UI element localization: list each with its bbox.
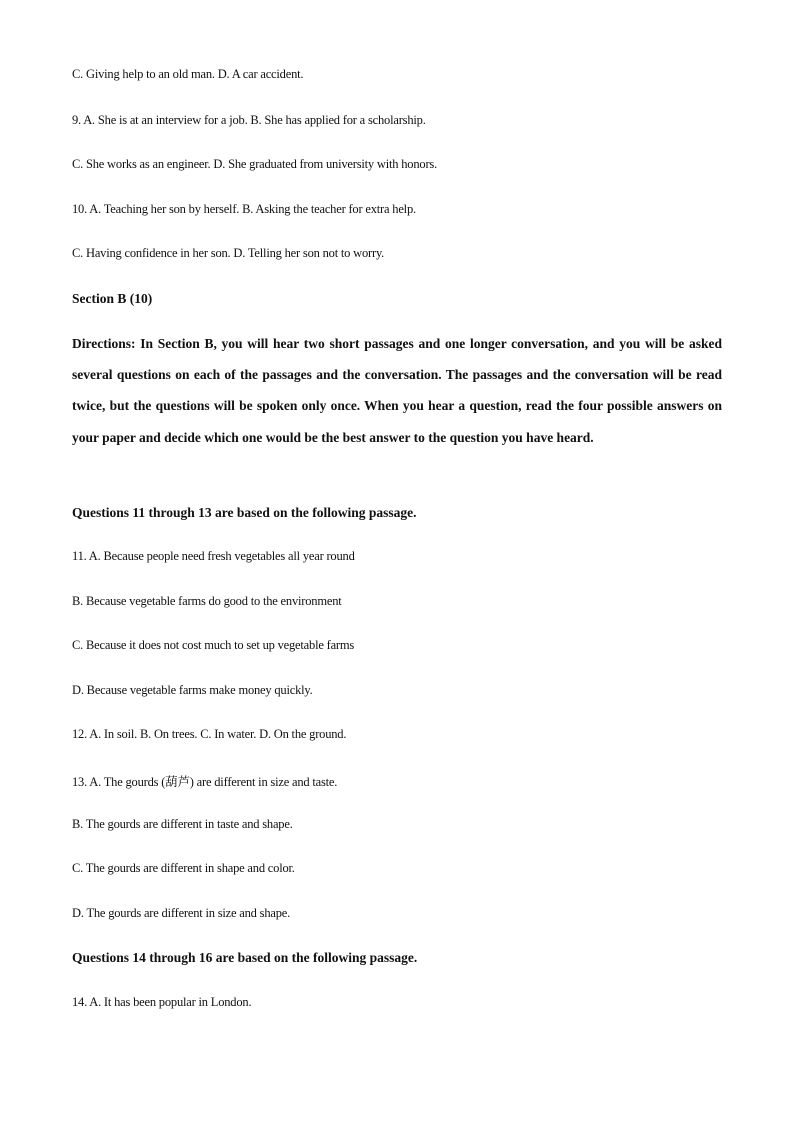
- q11-option-a: 11. A. Because people need fresh vegetables all year round: [72, 549, 355, 563]
- q11-option-c: C. Because it does not cost much to set up vegetable farms: [72, 638, 355, 652]
- q13-option-d: D. The gourds are different in size and shape.: [72, 906, 291, 920]
- questions-14-16-heading: Questions 14 through 16 are based on the following passage.: [72, 950, 418, 965]
- q11-option-b: B. Because vegetable farms do good to the environment: [72, 594, 342, 608]
- q10-options-cd: C. Having confidence in her son. D. Telling her son not to worry.: [72, 246, 385, 260]
- q13-option-c: C. The gourds are different in shape and color.: [72, 861, 295, 875]
- q13-option-a: 13. A. The gourds (葫芦) are different in size and taste.: [72, 775, 338, 789]
- q10-options-ab: 10. A. Teaching her son by herself. B. Asking the teacher for extra help.: [72, 202, 416, 216]
- q8-options-cd: C. Giving help to an old man. D. A car accident.: [72, 67, 304, 81]
- q13-option-b: B. The gourds are different in taste and shape.: [72, 817, 293, 831]
- section-title: Section B (10): [72, 291, 153, 306]
- q12-options: 12. A. In soil. B. On trees. C. In water. D. On the ground.: [72, 727, 347, 741]
- q14-option-a: 14. A. It has been popular in London.: [72, 995, 252, 1009]
- questions-11-13-heading: Questions 11 through 13 are based on the following passage.: [72, 505, 417, 520]
- q9-options-ab: 9. A. She is at an interview for a job. B. She has applied for a scholarship.: [72, 113, 426, 127]
- directions-paragraph: Directions: In Section B, you will hear two short passages and one longer conversation, and you will be asked several questions on each of the passages and the conversation. The passages and the conversation will be read twice, but the questions will be spoken only once. When you hear a question, read the four possible answers on your paper and decide which one would be the best answer to the question you have heard.: [72, 336, 722, 445]
- q9-options-cd: C. She works as an engineer. D. She graduated from university with honors.: [72, 157, 437, 171]
- q11-option-d: D. Because vegetable farms make money quickly.: [72, 683, 313, 697]
